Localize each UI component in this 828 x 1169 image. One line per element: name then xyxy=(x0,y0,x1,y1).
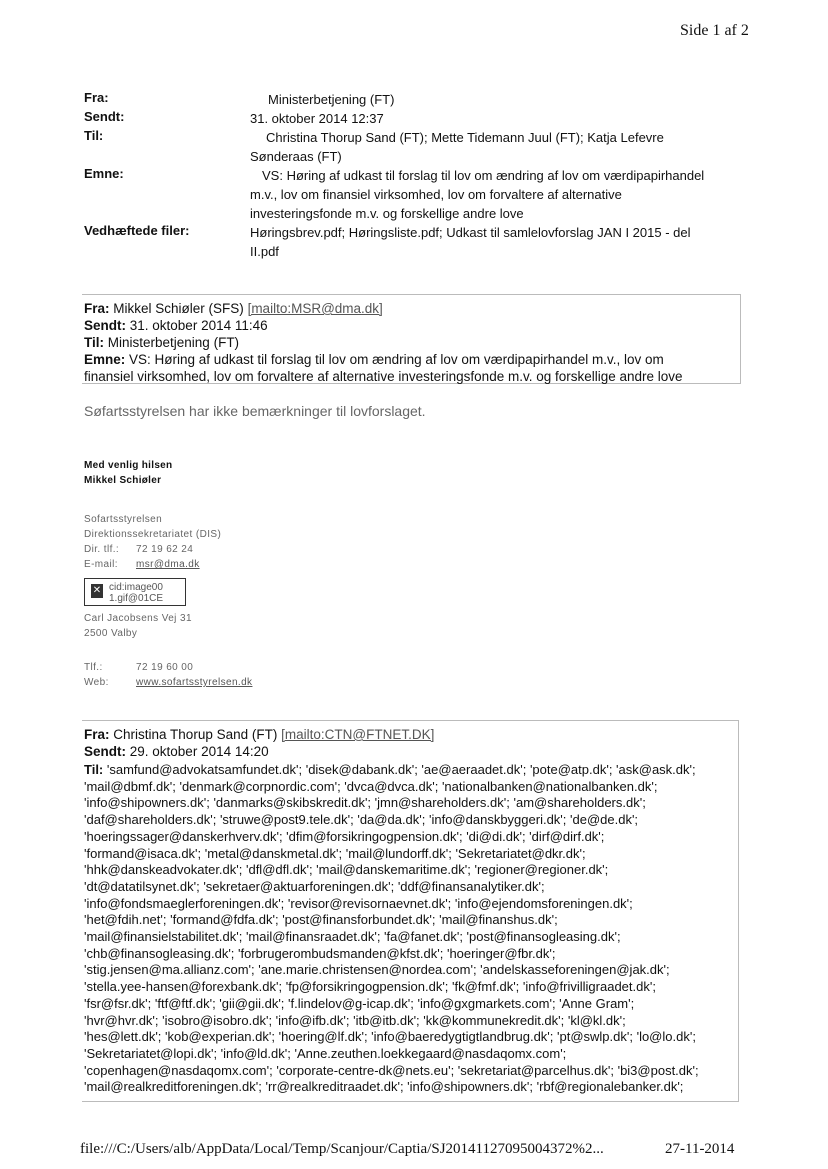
email-header xyxy=(84,90,764,260)
recipient-line: 'mail@finansielstabilitet.dk'; 'mail@finansraadet.dk'; 'fa@fanet.dk'; 'post@finansogleasing.dk'; xyxy=(84,929,621,945)
recipient-line: 'info@shipowners.dk'; 'danmarks@skibskredit.dk'; 'jmn@shareholders.dk'; 'am@shareholders.dk'; xyxy=(84,795,646,811)
forwarded-header-1 xyxy=(84,300,744,385)
footer-date: 27-11-2014 xyxy=(665,1141,735,1157)
recipient-line: 'mail@dbmf.dk'; 'denmark@corpnordic.com'; 'dvca@dvca.dk'; 'nationalbanken@nationalbanken.dk'; xyxy=(84,778,658,794)
msg2-sent-value: 29. oktober 2014 14:20 xyxy=(129,744,269,759)
signature-name: Mikkel Schiøler xyxy=(84,475,162,486)
recipient-line: 'mail@realkreditforeningen.dk'; 'rr@realkreditraadet.dk'; 'info@shipowners.dk'; 'rbf@regionalebanker.dk'; xyxy=(84,1079,684,1095)
recipient-line: 'hvr@hvr.dk'; 'isobro@isobro.dk'; 'info@ifb.dk'; 'itb@itb.dk'; 'kk@kommunekredit.dk'; 'kl@kl.dk'; xyxy=(84,1012,626,1028)
footer-file-path: file:///C:/Users/alb/AppData/Local/Temp/Scanjour/Captia/SJ20141127095004372%2... xyxy=(80,1141,604,1157)
to-value-line2: Sønderaas (FT) xyxy=(250,149,342,164)
signature-dept: Direktionssekretariatet (DIS) xyxy=(84,529,222,540)
sent-value: 31. oktober 2014 12:37 xyxy=(250,111,384,126)
signature-org: Sofartsstyrelsen xyxy=(84,514,163,525)
signature-contact xyxy=(84,660,252,690)
recipient-line: 'dt@datatilsynet.dk'; 'sekretaer@aktuarforeningen.dk'; 'ddf@finansanalytiker.dk'; xyxy=(84,878,545,894)
msg2-mailto-link[interactable]: [mailto:CTN@FTNET.DK] xyxy=(281,727,435,742)
page-number: Side 1 af 2 xyxy=(680,22,749,39)
subject-line1: VS: Høring af udkast til forslag til lov om ændring af lov om værdipapirhandel xyxy=(262,168,705,183)
attachments-label: Vedhæftede filer: xyxy=(84,223,190,238)
recipient-line: 'het@fdih.net'; 'formand@fdfa.dk'; 'post@finansforbundet.dk'; 'mail@finanshus.dk'; xyxy=(84,912,558,928)
to-value-line1: Christina Thorup Sand (FT); Mette Tidemann Juul (FT); Katja Lefevre xyxy=(266,130,664,145)
msg1-from-name: Mikkel Schiøler (SFS) xyxy=(113,301,244,316)
address-city: 2500 Valby xyxy=(84,628,138,639)
msg1-subject-label: Emne: xyxy=(84,352,126,367)
recipient-line: 'stig.jensen@ma.allianz.com'; 'ane.marie.christensen@nordea.com'; 'andelskasseforeningen@jak.dk'; xyxy=(84,962,670,978)
recipient-line: 'stella.yee-hansen@forexbank.dk'; 'fp@forsikringogpension.dk'; 'fk@fmf.dk'; 'info@frivilligraadet.dk'; xyxy=(84,979,656,995)
msg1-to-value: Ministerbetjening (FT) xyxy=(107,335,240,350)
subject-line3: investeringsfonde m.v. og forskellige andre love xyxy=(250,206,524,221)
signature-email-link[interactable]: msr@dma.dk xyxy=(136,559,200,570)
email-label: E-mail: xyxy=(84,559,118,570)
message-body: Søfartsstyrelsen har ikke bemærkninger til lovforslaget. xyxy=(84,403,426,419)
broken-image-icon: ✕ xyxy=(92,585,102,596)
address-street: Carl Jacobsens Vej 31 xyxy=(84,613,192,624)
signature-details xyxy=(84,512,221,572)
msg1-sent-value: 31. oktober 2014 11:46 xyxy=(129,318,268,333)
recipient-line: 'fsr@fsr.dk'; 'ftf@ftf.dk'; 'gii@gii.dk'; 'f.lindelov@g-icap.dk'; 'info@gxgmarkets.com'; 'Anne Gram'; xyxy=(84,995,635,1011)
recipient-line: 'formand@isaca.dk'; 'metal@danskmetal.dk'; 'mail@lundorff.dk'; 'Sekretariatet@dkr.dk'; xyxy=(84,845,586,861)
from-value: Ministerbetjening (FT) xyxy=(268,92,395,107)
recipient-line: 'samfund@advokatsamfundet.dk'; 'disek@dabank.dk'; 'ae@aeraadet.dk'; 'pote@atp.dk'; 'ask@ask.dk'; xyxy=(106,762,696,777)
recipient-line: 'Sekretariatet@lopi.dk'; 'info@ld.dk'; 'Anne.zeuthen.loekkegaard@nasdaqomx.com'; xyxy=(84,1045,567,1061)
tlf-label: Tlf.: xyxy=(84,662,103,673)
recipient-line: 'hhk@danskeadvokater.dk'; 'dfl@dfl.dk'; 'mail@danskemaritime.dk'; 'regioner@regioner.dk'; xyxy=(84,862,609,878)
attachments-line2[interactable]: II.pdf xyxy=(250,244,279,259)
sent-label: Sendt: xyxy=(84,109,125,124)
recipient-line: 'hoeringssager@danskerhverv.dk'; 'dfim@forsikringogpension.dk'; 'di@di.dk'; 'dirf@dirf.dk'; xyxy=(84,828,605,844)
signature-address xyxy=(84,611,192,641)
msg1-subject-line2: finansiel virksomhed, lov om forvaltere af alternative investeringsfonde m.v. og forskellige andre love xyxy=(84,369,683,384)
recipient-line: 'chb@finansogleasing.dk'; 'forbrugerombudsmanden@kfst.dk'; 'hoeringer@fbr.dk'; xyxy=(84,945,556,961)
from-label: Fra: xyxy=(84,90,109,105)
msg1-sent-label: Sendt: xyxy=(84,318,126,333)
web-label: Web: xyxy=(84,677,109,688)
recipient-line: 'daf@shareholders.dk'; 'struwe@post9.tele.dk'; 'da@da.dk'; 'info@danskbyggeri.dk'; 'de@de.dk'; xyxy=(84,812,639,828)
to-label: Til: xyxy=(84,128,104,143)
web-link[interactable]: www.sofartsstyrelsen.dk xyxy=(136,677,253,688)
attachments-line1[interactable]: Høringsbrev.pdf; Høringsliste.pdf; Udkast til samlelovforslag JAN I 2015 - del xyxy=(250,225,691,240)
dir-label: Dir. tlf.: xyxy=(84,544,120,555)
msg2-from-name: Christina Thorup Sand (FT) xyxy=(113,727,278,742)
msg2-to-label: Til: xyxy=(84,762,104,777)
signature-greeting: Med venlig hilsen xyxy=(84,460,173,471)
msg1-mailto-link[interactable]: [mailto:MSR@dma.dk] xyxy=(247,301,383,316)
tlf-value: 72 19 60 00 xyxy=(136,662,194,673)
missing-image-placeholder xyxy=(84,578,186,606)
forwarded-header-2 xyxy=(84,726,744,760)
subject-line2: m.v., lov om finansiel virksomhed, lov om forvaltere af alternative xyxy=(250,187,622,202)
recipient-line: 'copenhagen@nasdaqomx.com'; 'corporate-centre-dk@nets.eu'; 'sekretariat@parcelhus.dk'; 'bi3@post.dk'; xyxy=(84,1062,699,1078)
msg1-from-label: Fra: xyxy=(84,301,110,316)
dir-phone: 72 19 62 24 xyxy=(136,544,194,555)
msg1-to-label: Til: xyxy=(84,335,104,350)
image-cid-line1: cid:image00 xyxy=(109,582,163,593)
msg2-sent-label: Sendt: xyxy=(84,744,126,759)
subject-label: Emne: xyxy=(84,166,124,181)
msg2-from-label: Fra: xyxy=(84,727,110,742)
recipient-list xyxy=(84,762,744,1096)
image-cid-line2: 1.gif@01CE xyxy=(109,593,164,604)
recipient-line: 'hes@lett.dk'; 'kob@experian.dk'; 'hoering@lf.dk'; 'info@baeredygtigtlandbrug.dk'; 'pt@swlp.dk'; 'lo@lo.dk'; xyxy=(84,1029,696,1045)
msg1-subject-line1: VS: Høring af udkast til forslag til lov om ændring af lov om værdipapirhandel m.v., lov om xyxy=(129,352,664,367)
recipient-line: 'info@fondsmaeglerforeningen.dk'; 'revisor@revisornaevnet.dk'; 'info@ejendomsforeningen.dk'; xyxy=(84,895,633,911)
